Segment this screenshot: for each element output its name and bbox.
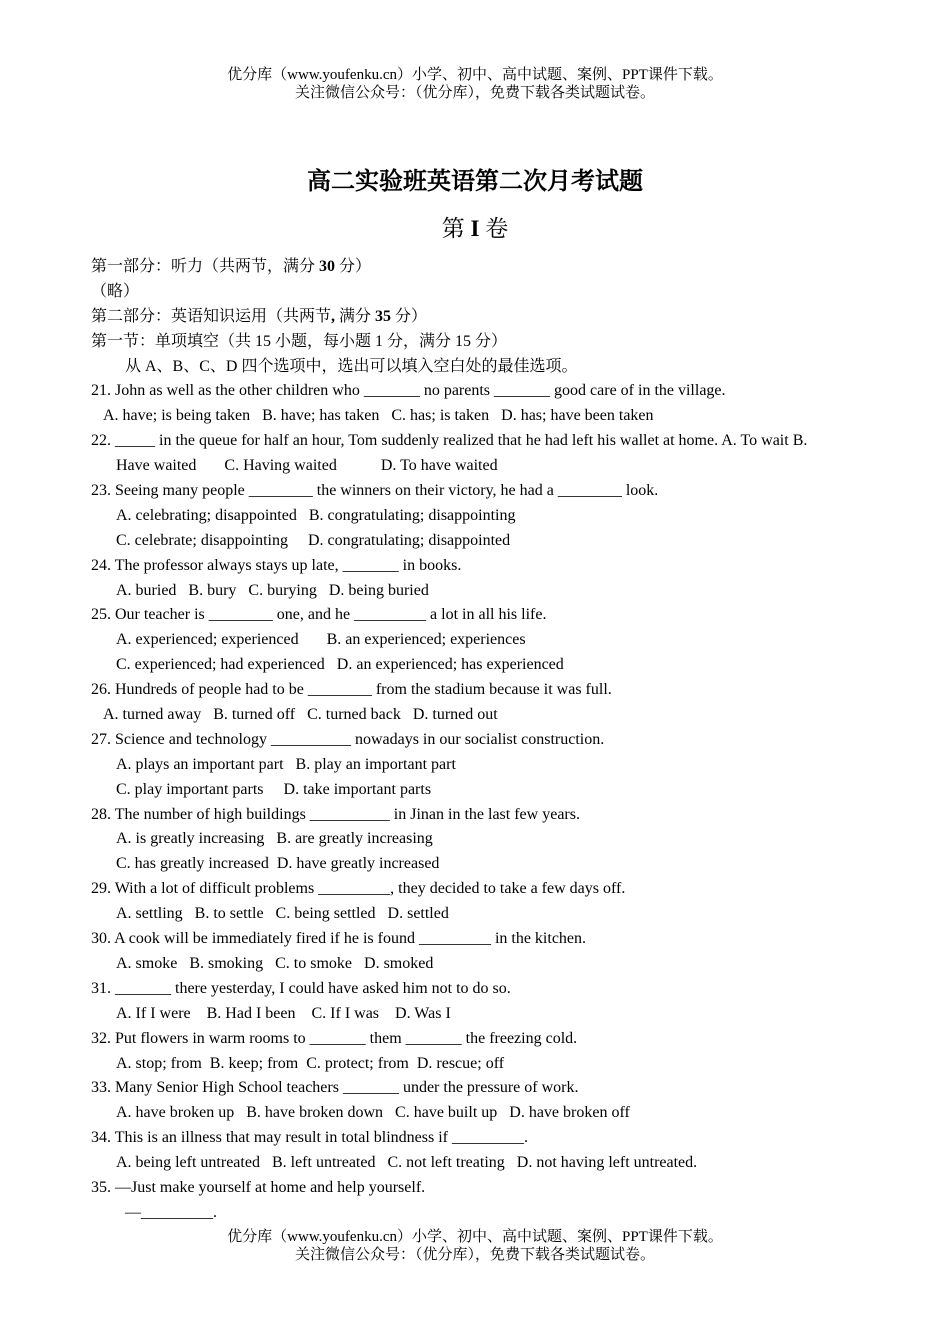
volume-heading-number: I	[470, 216, 480, 241]
section1-heading: 第一节：单项填空（共 15 小题，每小题 1 分，满分 15 分）	[91, 332, 508, 350]
q23-stem: 23. Seeing many people ________ the winners on their victory, he had a ________ look.	[91, 482, 659, 500]
q29-stem: 29. With a lot of difficult problems _________, they decided to take a few days off.	[91, 880, 626, 898]
page-header	[0, 66, 950, 102]
part2-text: 第二部分：英语知识运用（共两节	[91, 307, 332, 325]
part1-text: 第一部分：听力（共两节，满分	[91, 258, 320, 275]
footer-line-1: 优分库（www.youfenku.cn）小学、初中、高中试题、案例、PPT课件下载。	[227, 1229, 723, 1245]
q34-options: A. being left untreated B. left untreated C. not left treating D. not having left untreated.	[116, 1154, 698, 1172]
header-line-2: 关注微信公众号：（优分库），免费下载各类试题试卷。	[294, 85, 655, 101]
q29-options: A. settling B. to settle C. being settled D. settled	[116, 905, 449, 923]
q35-stem: 35. —Just make yourself at home and help yourself.	[91, 1178, 426, 1196]
q22-stem: 22. _____ in the queue for half an hour, Tom suddenly realized that he had left his wallet at home. A. To wait B.	[91, 432, 808, 450]
q24-stem: 24. The professor always stays up late, _______ in books.	[91, 556, 462, 574]
q26-stem: 26. Hundreds of people had to be ________ from the stadium because it was full.	[91, 681, 612, 699]
q23-options-1: A. celebrating; disappointed B. congratulating; disappointing	[116, 506, 516, 524]
q26-options: A. turned away B. turned off C. turned back D. turned out	[103, 706, 498, 724]
q32-options: A. stop; from B. keep; from C. protect; from D. rescue; off	[116, 1054, 505, 1072]
q34-stem: 34. This is an illness that may result in total blindness if _________.	[91, 1129, 529, 1147]
part1-score: 30	[319, 258, 336, 275]
q25-stem: 25. Our teacher is ________ one, and he _________ a lot in all his life.	[91, 606, 547, 624]
page-footer	[0, 1228, 950, 1264]
instruction: 从 A、B、C、D 四个选项中，选出可以填入空白处的最佳选项。	[125, 357, 578, 375]
q27-options-1: A. plays an important part B. play an important part	[116, 755, 456, 773]
q25-options-1: A. experienced; experienced B. an experienced; experiences	[116, 631, 526, 649]
exam-content	[91, 255, 861, 1226]
q21-options: A. have; is being taken B. have; has taken C. has; is taken D. has; have been taken	[103, 407, 654, 425]
part2-score: 35	[375, 307, 392, 325]
footer-line-2: 关注微信公众号：（优分库），免费下载各类试题试卷。	[294, 1247, 655, 1263]
part1-text-end: 分）	[335, 258, 372, 275]
part2-heading	[91, 305, 861, 330]
part1-note: （略）	[91, 282, 140, 300]
q31-options: A. If I were B. Had I been C. If I was D. Was I	[116, 1004, 451, 1022]
volume-heading-post: 卷	[479, 216, 509, 241]
q31-stem: 31. _______ there yesterday, I could have asked him not to do so.	[91, 979, 511, 997]
part2-text-mid: 满分	[335, 307, 376, 325]
q33-stem: 33. Many Senior High School teachers _______ under the pressure of work.	[91, 1079, 579, 1097]
part2-comma: ,	[331, 307, 336, 325]
q22-options: Have waited C. Having waited D. To have waited	[116, 457, 498, 475]
volume-heading	[0, 213, 950, 245]
q28-options-2: C. has greatly increased D. have greatly increased	[116, 855, 440, 873]
q25-options-2: C. experienced; had experienced D. an experienced; has experienced	[116, 656, 564, 674]
q32-stem: 32. Put flowers in warm rooms to _______ them _______ the freezing cold.	[91, 1029, 578, 1047]
q24-options: A. buried B. bury C. burying D. being buried	[116, 581, 429, 599]
q23-options-2: C. celebrate; disappointing D. congratulating; disappointed	[116, 531, 511, 549]
q28-stem: 28. The number of high buildings __________ in Jinan in the last few years.	[91, 805, 580, 823]
q21-stem: 21. John as well as the other children who _______ no parents _______ good care of in the village.	[91, 382, 726, 400]
q30-stem: 30. A cook will be immediately fired if he is found _________ in the kitchen.	[91, 930, 587, 948]
q27-stem: 27. Science and technology __________ nowadays in our socialist construction.	[91, 730, 605, 748]
header-line-1: 优分库（www.youfenku.cn）小学、初中、高中试题、案例、PPT课件下载。	[227, 67, 723, 83]
q33-options: A. have broken up B. have broken down C. have built up D. have broken off	[116, 1104, 630, 1122]
q30-options: A. smoke B. smoking C. to smoke D. smoked	[116, 954, 434, 972]
part1-heading	[91, 255, 861, 280]
q27-options-2: C. play important parts D. take important parts	[116, 780, 432, 798]
part2-text-end: 分）	[391, 307, 428, 325]
volume-heading-pre: 第	[441, 216, 471, 241]
q35-answer-line: —_________.	[125, 1203, 217, 1221]
q28-options-1: A. is greatly increasing B. are greatly increasing	[116, 830, 433, 848]
exam-title: 高二实验班英语第二次月考试题	[307, 169, 643, 195]
